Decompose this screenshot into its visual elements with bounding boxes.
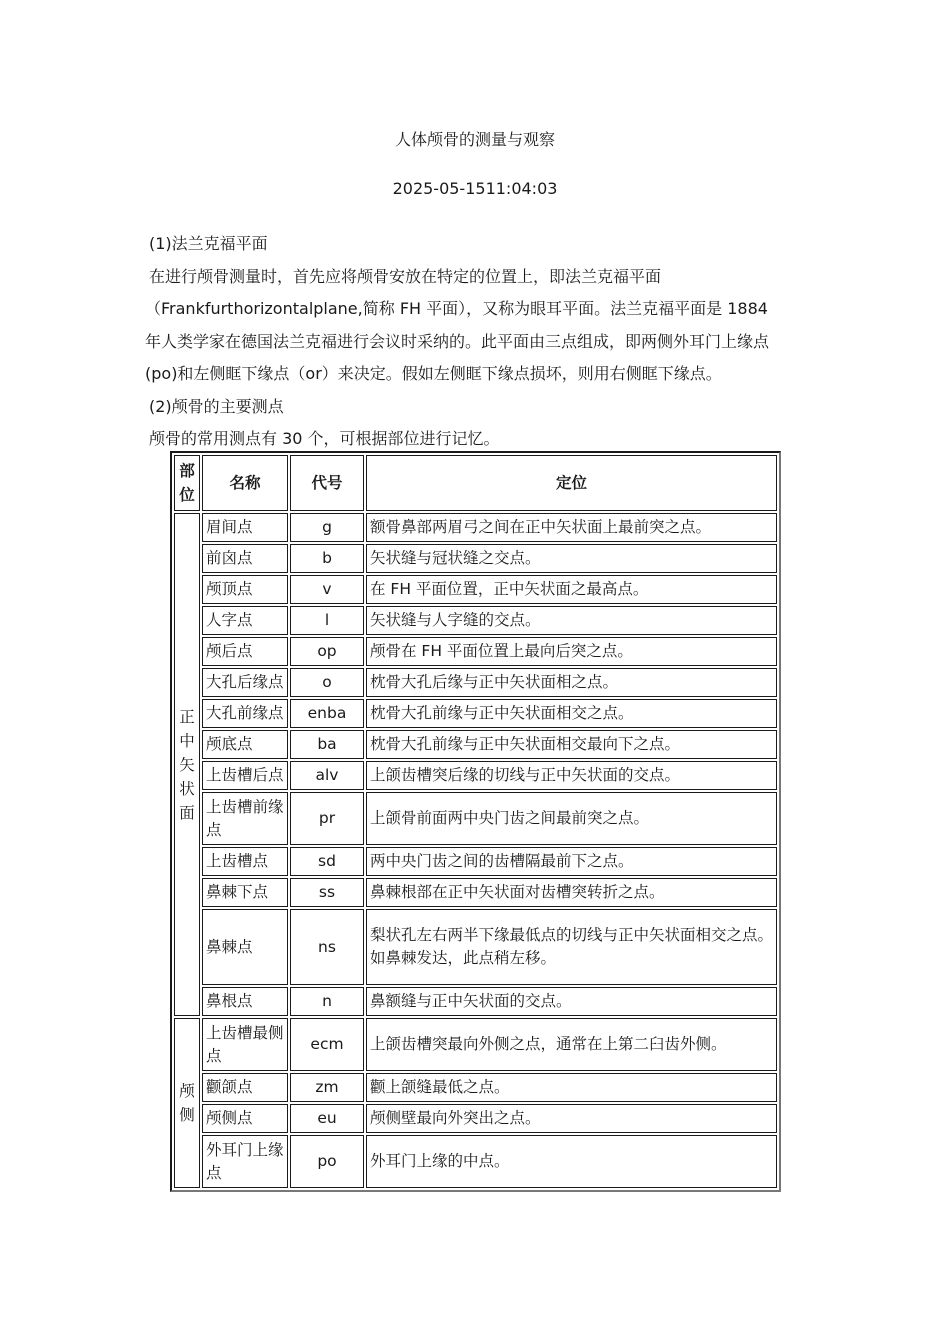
header-code: 代号 (290, 455, 364, 511)
table-row (174, 909, 777, 985)
point-code: eu (290, 1104, 364, 1133)
point-position: 两中央门齿之间的齿槽隔最前下之点。 (366, 847, 777, 876)
point-code: sd (290, 847, 364, 876)
table-row (174, 730, 777, 759)
measurement-points-table (170, 451, 781, 1192)
header-part: 部位 (174, 455, 200, 511)
point-code: o (290, 668, 364, 697)
table-row (174, 1073, 777, 1102)
point-name: 鼻棘点 (202, 909, 288, 985)
point-code: enba (290, 699, 364, 728)
document-title: 人体颅骨的测量与观察 (394, 130, 555, 149)
point-name: 前囟点 (202, 544, 288, 573)
table-row (174, 513, 777, 542)
point-name: 上齿槽最侧点 (202, 1018, 288, 1071)
table-header-row (174, 455, 777, 511)
point-position: 颅侧壁最向外突出之点。 (366, 1104, 777, 1133)
point-name: 颅顶点 (202, 575, 288, 604)
point-name: 上齿槽前缘点 (202, 792, 288, 845)
table-row (174, 606, 777, 635)
point-name: 颅侧点 (202, 1104, 288, 1133)
point-position: 矢状缝与冠状缝之交点。 (366, 544, 777, 573)
point-position: 上颌齿槽突最向外侧之点，通常在上第二臼齿外侧。 (366, 1018, 777, 1071)
point-name: 鼻棘下点 (202, 878, 288, 907)
point-name: 人字点 (202, 606, 288, 635)
point-position: 矢状缝与人字缝的交点。 (366, 606, 777, 635)
point-code: b (290, 544, 364, 573)
table-row (174, 1104, 777, 1133)
point-code: op (290, 637, 364, 666)
table-row (174, 668, 777, 697)
point-position: 枕骨大孔前缘与正中矢状面相交最向下之点。 (366, 730, 777, 759)
header-name: 名称 (202, 455, 288, 511)
point-position: 外耳门上缘的中点。 (366, 1135, 777, 1188)
document-date: 2025-05-1511:04:03 (392, 179, 558, 198)
point-code: zm (290, 1073, 364, 1102)
table-row (174, 699, 777, 728)
section-heading: (2)颅骨的主要测点 (149, 396, 284, 416)
point-position (366, 909, 777, 985)
point-name: 上齿槽点 (202, 847, 288, 876)
group-part-cell: 正中矢状面 (174, 513, 200, 1016)
table-row (174, 878, 777, 907)
point-code: pr (290, 792, 364, 845)
point-code: alv (290, 761, 364, 790)
position-note: 如鼻棘发达，此点稍左移。 (370, 949, 557, 967)
point-code: ecm (290, 1018, 364, 1071)
paragraph-line: 在进行颅骨测量时，首先应将颅骨安放在特定的位置上，即法兰克福平面 (149, 266, 662, 286)
point-position: 额骨鼻部两眉弓之间在正中矢状面上最前突之点。 (366, 513, 777, 542)
table-row (174, 847, 777, 876)
group-part-cell: 颅侧 (174, 1018, 200, 1188)
point-name: 大孔前缘点 (202, 699, 288, 728)
paragraph-line: 年人类学家在德国法兰克福进行会议时采纳的。此平面由三点组成，即两侧外耳门上缘点 (145, 331, 770, 351)
point-position: 上颌齿槽突后缘的切线与正中矢状面的交点。 (366, 761, 777, 790)
point-name: 外耳门上缘点 (202, 1135, 288, 1188)
point-code: l (290, 606, 364, 635)
point-name: 颅后点 (202, 637, 288, 666)
point-name: 大孔后缘点 (202, 668, 288, 697)
point-position: 鼻棘根部在正中矢状面对齿槽突转折之点。 (366, 878, 777, 907)
point-code: ss (290, 878, 364, 907)
point-code: ba (290, 730, 364, 759)
point-position: 枕骨大孔后缘与正中矢状面相之点。 (366, 668, 777, 697)
point-position: 在 FH 平面位置，正中矢状面之最高点。 (366, 575, 777, 604)
point-code: v (290, 575, 364, 604)
table-row (174, 575, 777, 604)
position-line: 梨状孔左右两半下缘最低点的切线与正中矢状面相交之点。 (370, 926, 774, 944)
point-position: 鼻额缝与正中矢状面的交点。 (366, 987, 777, 1016)
section-heading: (1)法兰克福平面 (149, 234, 268, 253)
point-name: 上齿槽后点 (202, 761, 288, 790)
table-row (174, 1018, 777, 1071)
point-name: 颅底点 (202, 730, 288, 759)
point-position: 颅骨在 FH 平面位置上最向后突之点。 (366, 637, 777, 666)
point-name: 眉间点 (202, 513, 288, 542)
point-name: 颧颌点 (202, 1073, 288, 1102)
table-row (174, 987, 777, 1016)
point-code: ns (290, 909, 364, 985)
paragraph-line: 颅骨的常用测点有 30 个，可根据部位进行记忆。 (149, 429, 500, 448)
table-row (174, 792, 777, 845)
paragraph-line: (po)和左侧眶下缘点（or）来决定。假如左侧眶下缘点损坏，则用右侧眶下缘点。 (145, 364, 722, 383)
table-row (174, 637, 777, 666)
point-code: po (290, 1135, 364, 1188)
point-position: 颧上颌缝最低之点。 (366, 1073, 777, 1102)
document-body (145, 228, 810, 456)
table-row (174, 544, 777, 573)
point-name: 鼻根点 (202, 987, 288, 1016)
point-code: g (290, 513, 364, 542)
paragraph-line: （Frankfurthorizontalplane,简称 FH 平面），又称为眼耳平面。法兰克福平面是 1884 (145, 299, 768, 318)
table-row (174, 1135, 777, 1188)
table-row (174, 761, 777, 790)
point-position: 枕骨大孔前缘与正中矢状面相交之点。 (366, 699, 777, 728)
header-position: 定位 (366, 455, 777, 511)
point-code: n (290, 987, 364, 1016)
point-position: 上颌骨前面两中央门齿之间最前突之点。 (366, 792, 777, 845)
